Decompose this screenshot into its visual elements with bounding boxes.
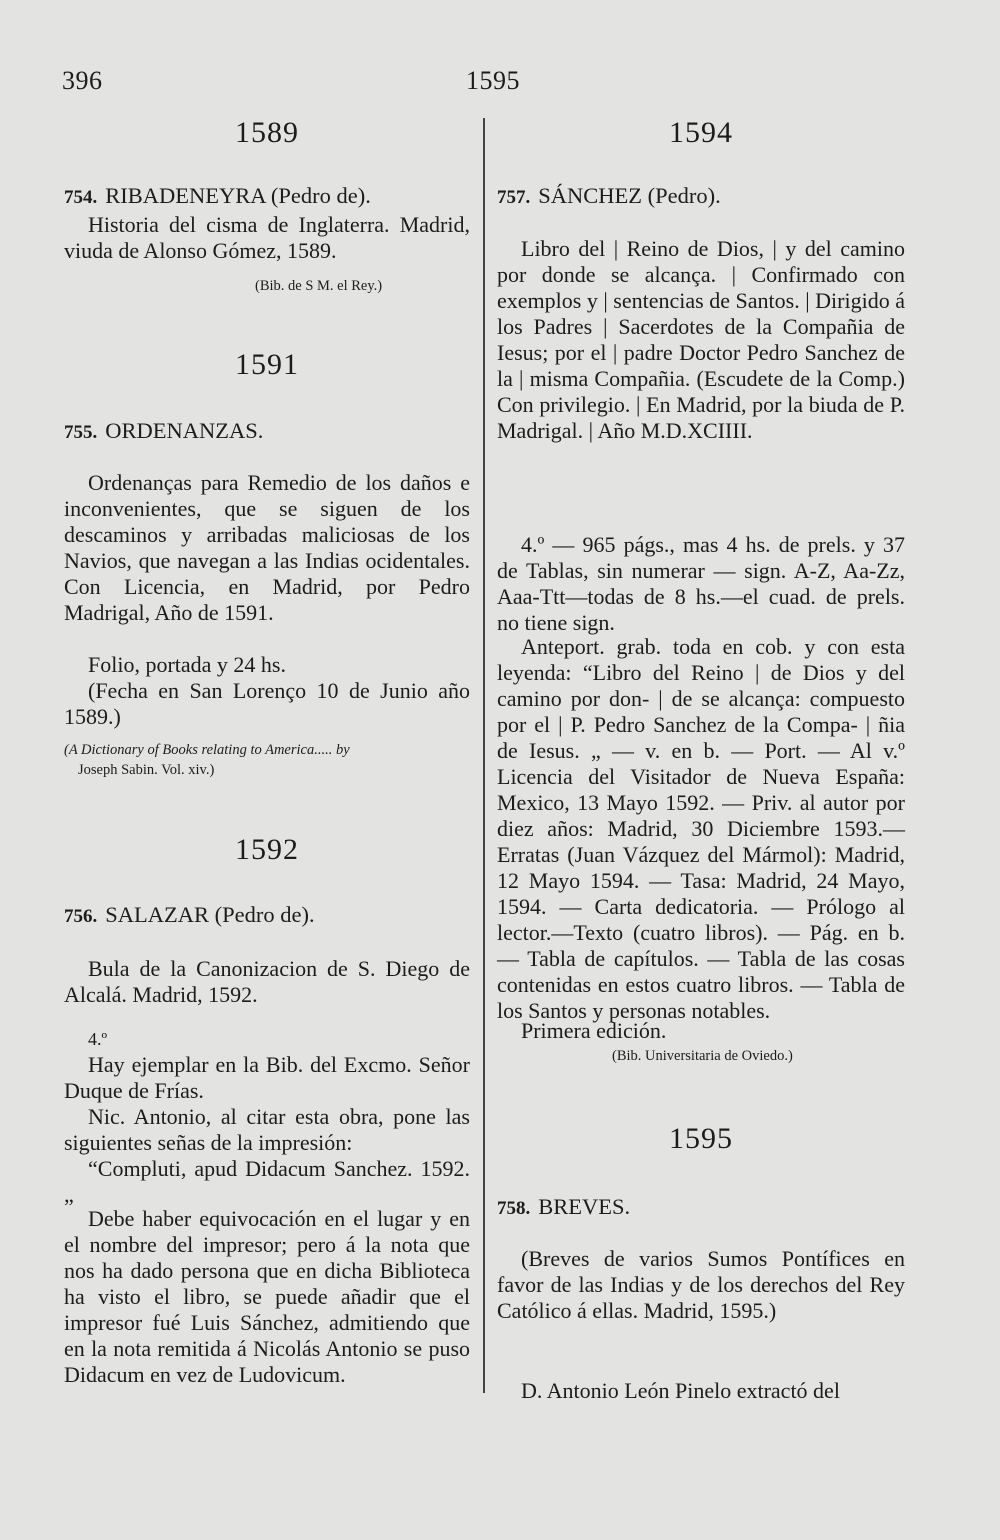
entry-758-continuation: D. Antonio León Pinelo extractó del	[521, 1378, 840, 1403]
entry-number: 755.	[64, 422, 98, 443]
year-heading-1591: 1591	[235, 348, 299, 381]
entry-756-note-3: Debe haber equivocación en el lugar y en el nombre del impresor; pero á la nota que nos ha dado persona que en dicha Biblioteca ha visto el libro, se puede añadir que el impresor fué Luis Sánchez, admitiendo que en la nota remitida á Nicolás Antonio se puso Didacum en vez de Ludovicum.	[64, 1206, 470, 1387]
column-divider	[483, 118, 485, 1393]
entry-number: 756.	[64, 906, 98, 927]
entry-number: 757.	[497, 187, 531, 208]
citation-line: Joseph Sabin. Vol. xiv.)	[78, 762, 215, 778]
entry-number: 754.	[64, 187, 98, 208]
entry-757-citation: (Bib. Universitaria de Oviedo.)	[612, 1048, 793, 1064]
citation-line: (A Dictionary of Books relating to America..... by	[64, 742, 350, 758]
year-heading-1589: 1589	[235, 116, 299, 149]
entry-756-quote: “Compluti, apud Didacum Sanchez. 1592. „	[64, 1156, 470, 1207]
entry-756-text: Bula de la Canonizacion de S. Diego de Alcalá. Madrid, 1592.	[64, 956, 470, 1007]
entry-755-date: (Fecha en San Lorenço 10 de Junio año 1589.)	[64, 678, 470, 729]
entry-758-heading	[497, 1194, 630, 1220]
entry-title: SALAZAR (Pedro de).	[105, 902, 315, 927]
running-title: 1595	[466, 66, 520, 95]
entry-756-heading	[64, 902, 315, 928]
entry-757-text: Libro del | Reino de Dios, | y del camino por donde se alcança. | Confirmado con exemplos y | sentencias de Santos. | Dirigido á los Padres | Sacerdotes de la Compañia de Iesus; por el | padre Doctor Pedro Sanchez de la | misma Compañia. (Escudete de la Comp.) Con privilegio. | En Madrid, por la biuda de P. Madrigal. | Año M.D.XCIIII.	[497, 236, 905, 443]
entry-number: 758.	[497, 1198, 531, 1219]
entry-755-format: Folio, portada y 24 hs.	[88, 652, 286, 677]
entry-title: BREVES.	[538, 1194, 631, 1219]
entry-title: SÁNCHEZ (Pedro).	[538, 183, 721, 208]
entry-757-heading	[497, 183, 721, 209]
entry-755-heading	[64, 418, 263, 444]
entry-756-format: 4.º	[88, 1029, 108, 1049]
page-number: 396	[62, 66, 103, 95]
year-heading-1592: 1592	[235, 833, 299, 866]
entry-755-text: Ordenanças para Remedio de los daños e inconvenientes, que se siguen de los descaminos y arribadas maliciosas de los Navios, que navegan a las Indias ocidentales. Con Licencia, en Madrid, por Pedro Madrigal, Año de 1591.	[64, 470, 470, 625]
entry-title: RIBADENEYRA (Pedro de).	[105, 183, 371, 208]
entry-758-text: (Breves de varios Sumos Pontífices en favor de las Indias y de los derechos del Rey Católico á ellas. Madrid, 1595.)	[497, 1246, 905, 1323]
entry-757-description: Anteport. grab. toda en cob. y con esta leyenda: “Libro del Reino | de Dios y del camino por don- | de se alcança: compuesto por el | P. Pedro Sanchez de la Compa- | ñia de Iesus. „ — v. en b. — Port. — Al v.º Licencia del Visitador de Nueva España: Mexico, 13 Mayo 1592. — Priv. al autor por diez años: Madrid, 30 Diciembre 1593.—Erratas (Juan Vázquez del Mármol): Madrid, 12 Mayo 1594. — Tasa: Madrid, 24 Mayo, 1594. — Carta dedicatoria. — Prólogo al lector.—Texto (cuatro libros). — Pág. en b. — Tabla de capítulos. — Tabla de las cosas contenidas en estos cuatro libros. — Tabla de los Santos y personas notables.	[497, 634, 905, 1023]
entry-755-citation	[64, 740, 470, 780]
entry-754-heading	[64, 183, 371, 209]
entry-756-note-1: Hay ejemplar en la Bib. del Excmo. Señor Duque de Frías.	[64, 1052, 470, 1103]
entry-754-text: Historia del cisma de Inglaterra. Madrid, viuda de Alonso Gómez, 1589.	[64, 212, 470, 263]
entry-757-edition: Primera edición.	[521, 1018, 667, 1043]
year-heading-1595: 1595	[669, 1122, 733, 1155]
entry-754-citation: (Bib. de S M. el Rey.)	[255, 278, 383, 294]
entry-757-collation: 4.º — 965 págs., mas 4 hs. de prels. y 37 de Tablas, sin numerar — sign. A-Z, Aa-Zz, Aaa-Ttt—todas de 8 hs.—el cuad. de prels. no tiene sign.	[497, 532, 905, 635]
entry-title: ORDENANZAS.	[105, 418, 264, 443]
entry-756-note-2: Nic. Antonio, al citar esta obra, pone las siguientes señas de la impresión:	[64, 1104, 470, 1155]
year-heading-1594: 1594	[669, 116, 733, 149]
